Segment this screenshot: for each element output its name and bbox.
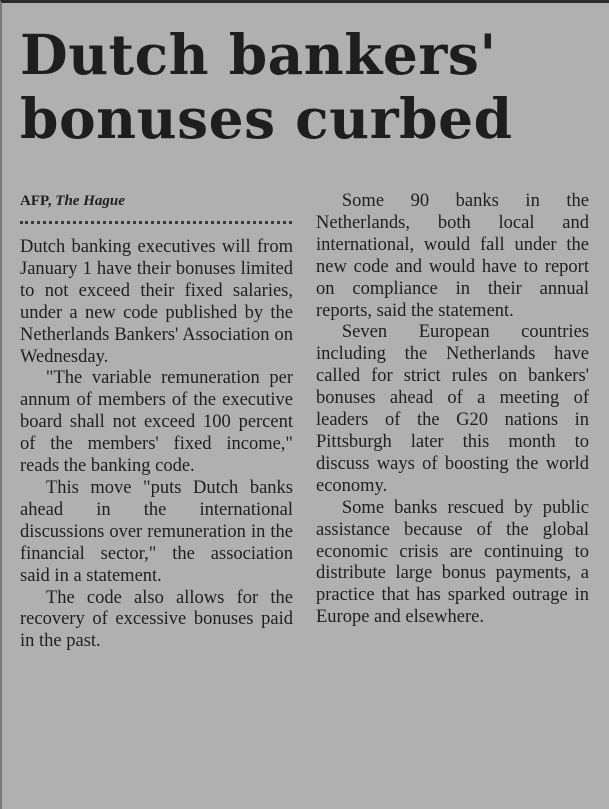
byline-agency: AFP,	[20, 193, 52, 209]
byline	[20, 193, 125, 210]
dotted-divider	[20, 221, 292, 224]
left-column	[20, 237, 293, 653]
headline: Dutch bankers' bonuses curbed	[20, 22, 513, 151]
paragraph: Seven European countries including the Netherlands have called for strict rules on bankers' bonuses ahead of a meeting of leaders of the G20 nations in Pittsburgh later this month to discuss ways of boosting the world economy.	[316, 322, 589, 496]
right-column	[316, 191, 589, 629]
paragraph: Dutch banking executives will from January 1 have their bonuses limited to not exceed their fixed salaries, under a new code published by the Netherlands Bankers' Association on Wednesday.	[20, 237, 293, 367]
paragraph: The code also allows for the recovery of excessive bonuses paid in the past.	[20, 587, 293, 652]
paragraph: Some 90 banks in the Netherlands, both local and international, would fall under the new code and would have to report on compliance in their annual reports, said the statement.	[316, 191, 589, 321]
paragraph: This move "puts Dutch banks ahead in the international discussions over remuneration in the financial sector," the association said in a statement.	[20, 477, 293, 586]
paragraph: "The variable remuneration per annum of members of the executive board shall not exceed 100 percent of the members' fixed income," reads the banking code.	[20, 368, 293, 477]
paragraph: Some banks rescued by public assistance because of the global economic crisis are continuing to distribute large bonus payments, a practice that has sparked outrage in Europe and elsewhere.	[316, 497, 589, 628]
byline-place: The Hague	[55, 193, 125, 209]
